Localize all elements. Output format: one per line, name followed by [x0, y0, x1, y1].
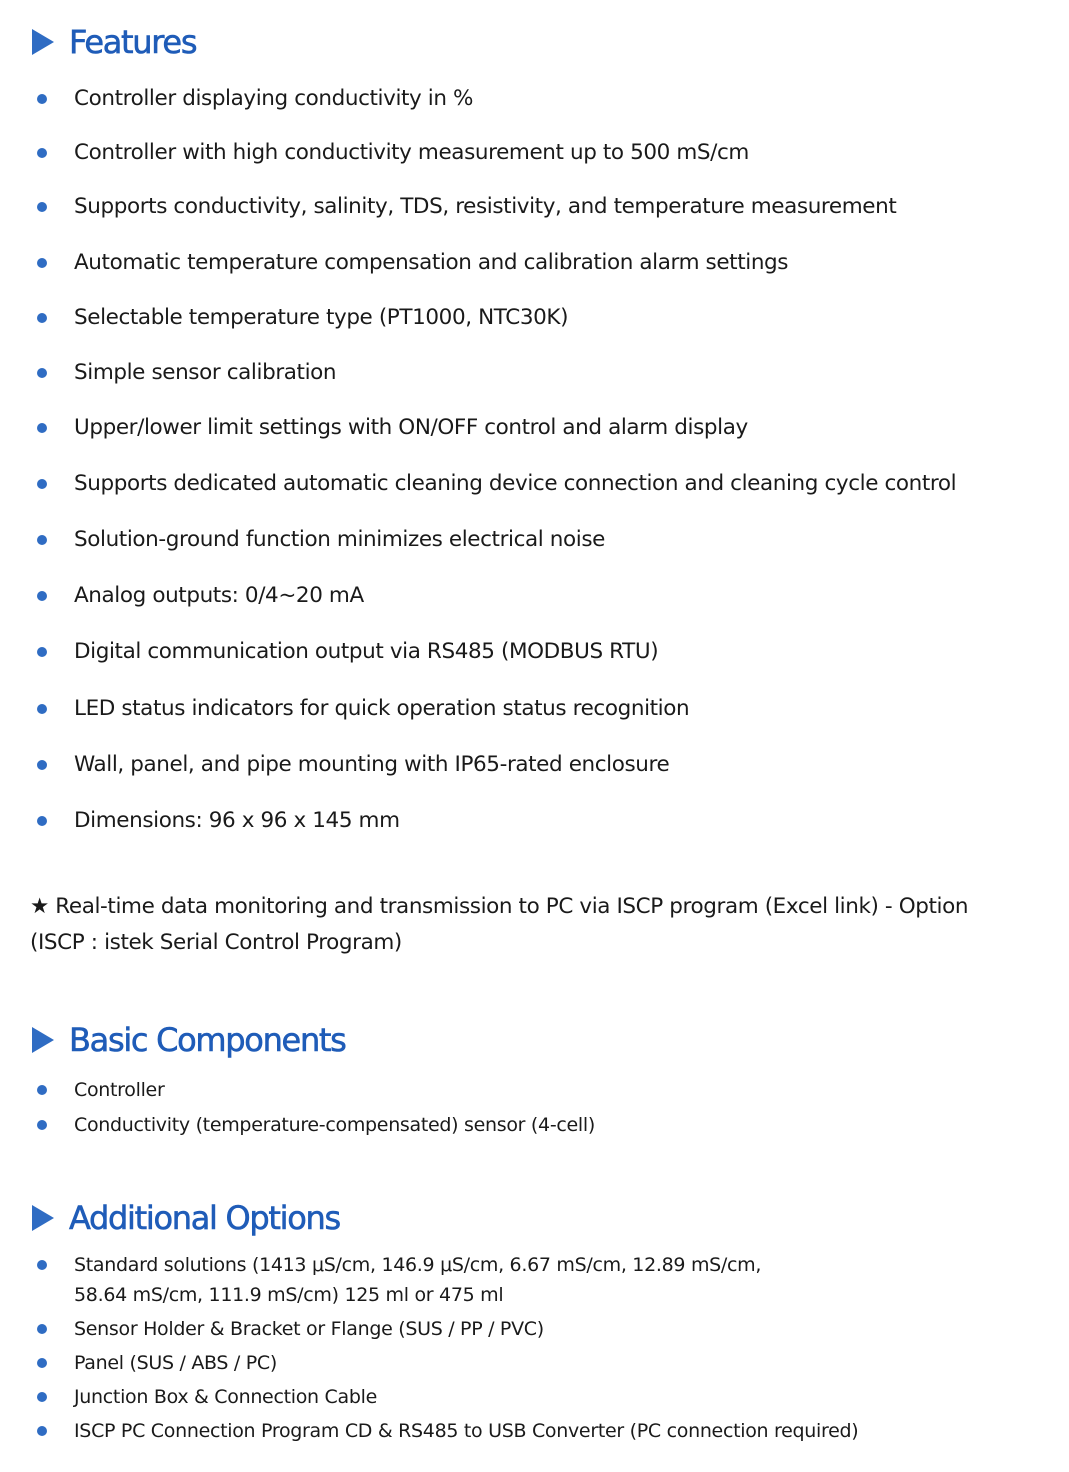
bullet-icon: [37, 704, 47, 714]
triangle-right-icon: [32, 1027, 54, 1053]
triangle-right-icon: [32, 1205, 54, 1231]
option-note: ★ Real-time data monitoring and transmission to PC via ISCP program (Excel link) - Option: [30, 894, 969, 919]
bullet-icon: [37, 535, 47, 545]
additional-options-heading: [32, 1198, 340, 1238]
basic-components-title: Basic Components: [69, 1021, 346, 1059]
basic-components-heading: [32, 1020, 346, 1060]
additional-options-title: Additional Options: [69, 1199, 340, 1237]
bullet-icon: [37, 94, 47, 104]
bullet-icon: [37, 760, 47, 770]
bullet-icon: [37, 148, 47, 158]
bullet-icon: [37, 647, 47, 657]
bullet-icon: [37, 1120, 47, 1130]
triangle-right-icon: [32, 29, 54, 55]
bullet-icon: [37, 258, 47, 268]
bullet-icon: [37, 1260, 47, 1270]
bullet-icon: [37, 1324, 47, 1334]
features-heading: [32, 22, 196, 62]
bullet-icon: [37, 202, 47, 212]
bullet-icon: [37, 1358, 47, 1368]
features-title: Features: [69, 23, 197, 61]
option-note-definition: (ISCP : istek Serial Control Program): [30, 930, 402, 955]
bullet-icon: [37, 423, 47, 433]
bullet-icon: [37, 368, 47, 378]
bullet-icon: [37, 1392, 47, 1402]
bullet-icon: [37, 1085, 47, 1095]
bullet-icon: [37, 313, 47, 323]
bullet-icon: [37, 591, 47, 601]
bullet-icon: [37, 479, 47, 489]
bullet-icon: [37, 816, 47, 826]
bullet-icon: [37, 1426, 47, 1436]
